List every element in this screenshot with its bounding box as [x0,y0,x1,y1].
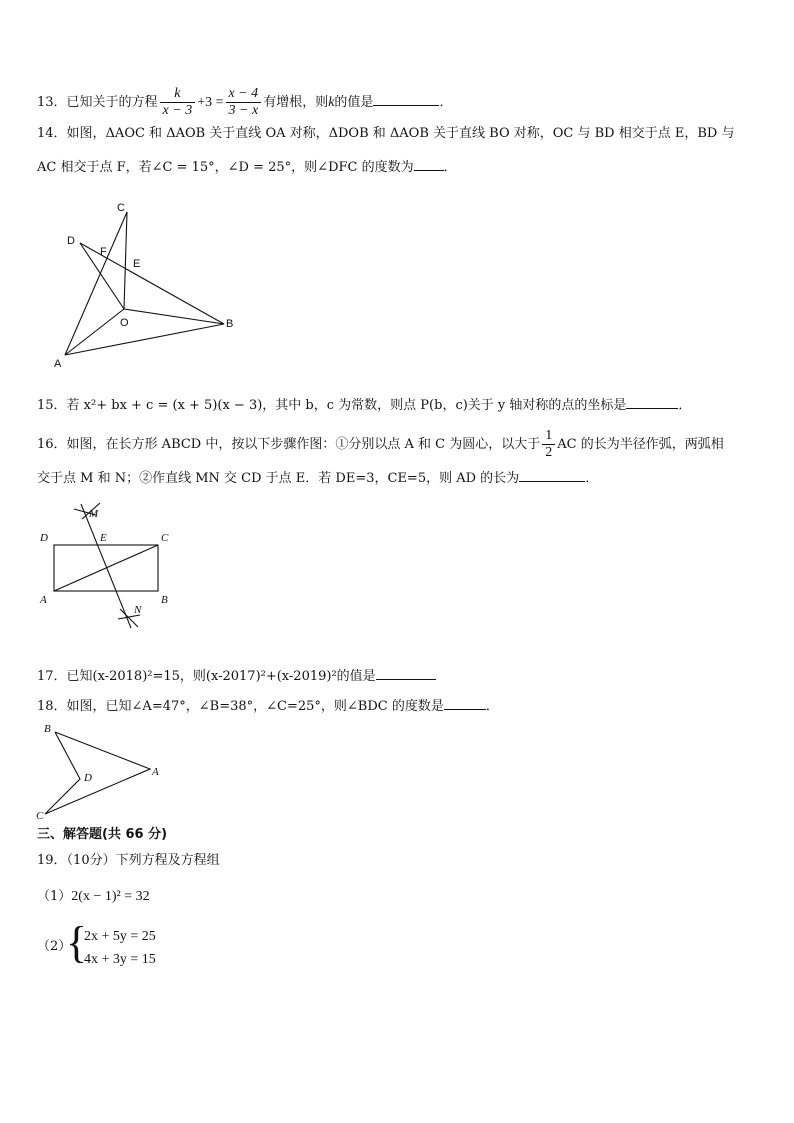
q14-label-e: E [133,258,141,270]
q19-part-2-label: （2） [37,939,72,954]
q16-line-1: 16．如图，在长方形 ABCD 中，按以下步骤作图：①分别以点 A 和 C 为圆心，以大于 $\frac{1}{2}$ AC 的长为半径作弧，两弧相 [37,428,724,460]
q19-brace: { [66,918,88,967]
q18-label-c: C [36,810,44,822]
q19-title: 19．（10分）下列方程及方程组 [37,853,220,868]
q19-system-eq-1: 2x + 5y = 25 [84,929,156,944]
q16-figure [0,495,220,645]
q14-line-1: 14．如图，ΔAOC 和 ΔAOB 关于直线 OA 对称，ΔDOB 和 ΔAOB 关于直线 BO 对称，OC 与 BD 相交于点 E，BD 与 [37,126,735,141]
q13-prefix: 13．已知关于的方程 [37,95,158,110]
q18-answer-blank[interactable] [444,695,486,710]
q19-part-1: （1）2(x − 1)² = 32 [37,889,150,904]
q16-fraction-half: $\frac{1}{2}$ [542,428,555,461]
q18-label-d: D [84,772,92,784]
question-15: 15．若 x²+ bx + c = (x + 5)(x − 3)，其中 b，c 为常数，则点 P(b，c)关于 y 轴对称的点的坐标是 ． [37,394,691,416]
q19-equation-1: 2(x − 1)² = 32 [71,889,150,904]
q14-label-b: B [226,318,234,330]
q18-figure [0,718,200,823]
q14-label-f: F [100,246,107,258]
q13-fraction-2: $\frac{x - 4}{3 - x}$ [226,86,262,119]
q17-answer-blank[interactable] [376,665,436,680]
q16-label-d: D [40,532,48,544]
q13-var-k: k [328,95,335,110]
q18-label-a: A [152,766,159,778]
q16-label-n: N [134,604,142,616]
question-18: 18．如图，已知∠A=47°，∠B=38°，∠C=25°，则∠BDC 的度数是 ． [37,695,499,717]
q14-label-d: D [67,235,75,247]
q13-text-b: 的值是 [334,95,374,110]
q13-text-a: 有增根，则 [263,95,329,110]
q16-label-c: C [161,532,169,544]
q16-answer-blank[interactable] [519,467,585,482]
q16-label-b: B [161,594,168,606]
q16-label-a: A [40,594,47,606]
q16-label-m: M [89,508,99,520]
q19-system-eq-2: 4x + 3y = 15 [84,952,156,967]
q14-line-2: AC 相交于点 F，若∠C = 15°，∠D = 25°，则∠DFC 的度数为 ． [37,156,457,178]
q13-fraction-1: $\frac{k}{x - 3}$ [160,86,196,119]
question-17: 17．已知(x-2018)²=15，则(x-2017)²+(x-2019)²的值是 [37,665,436,687]
question-13: 13．已知关于的方程 $\frac{k}{x - 3}$ +3 = $\frac{x - 4}{3 - x}$ 有增根，则k的值是 ． [37,86,453,118]
q18-label-b: B [44,723,51,735]
section-3-heading: 三、解答题(共 66 分) [37,827,168,842]
q14-label-a: A [54,358,62,370]
q15-answer-blank[interactable] [626,394,678,409]
q14-answer-blank[interactable] [414,156,444,171]
q13-answer-blank[interactable] [373,91,439,106]
q16-label-e: E [100,532,107,544]
q16-line-2: 交于点 M 和 N；②作直线 MN 交 CD 于点 E．若 DE=3，CE=5，则 AD 的长为 ． [37,467,598,489]
q14-label-o: O [120,317,129,329]
q13-mid: +3 = [197,95,224,110]
q14-label-c: C [117,202,125,214]
q14-figure [0,195,300,375]
